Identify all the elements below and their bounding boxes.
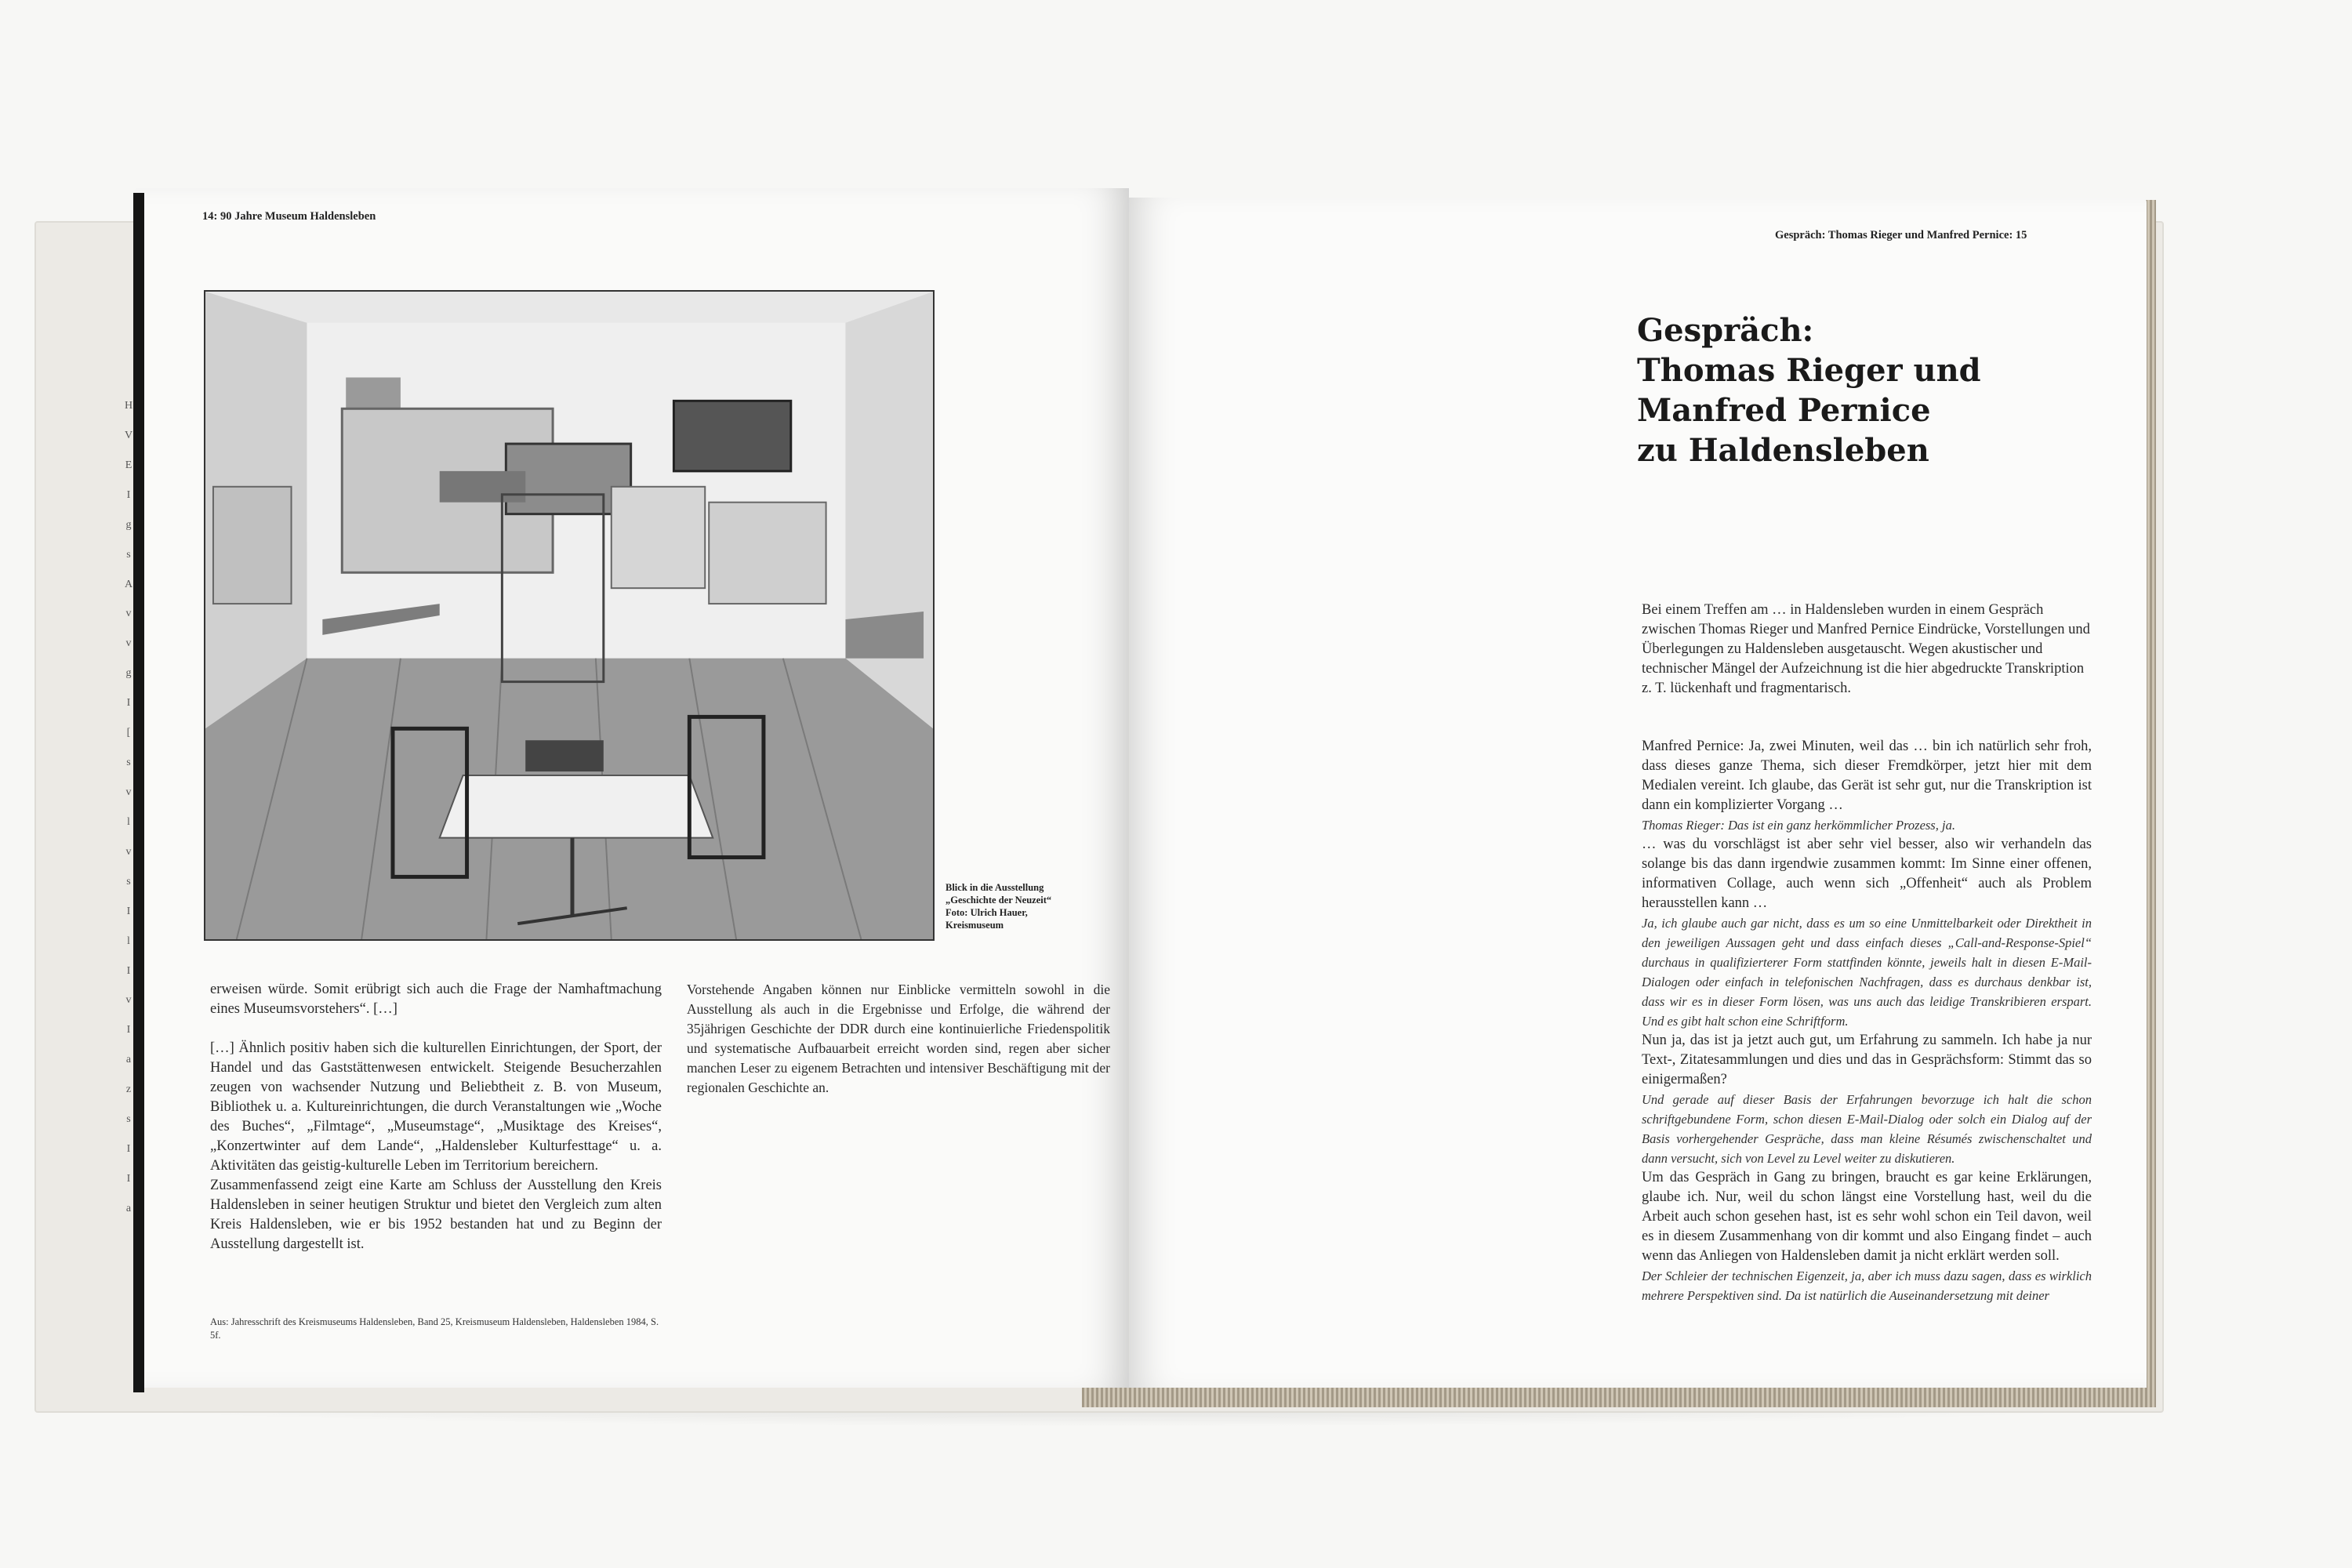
edge-letter: I — [126, 1024, 131, 1036]
dialog-line-rieger: Der Schleier der technischen Eigenzeit, ja, aber ich muss dazu sagen, dass es wirklich mehrere Perspektiven sind. Da ist natürlich die Auseinandersetzung mit deiner — [1642, 1269, 2092, 1303]
left-running-head: 14: 90 Jahre Museum Haldensleben — [202, 210, 376, 223]
title-line: Gespräch: — [1637, 312, 1814, 349]
dialog-line-pernice: Um das Gespräch in Gang zu bringen, braucht es gar keine Erklärungen, glaube ich. Nur, weil du schon längst eine Vorstellung hast, weil du die Arbeit auch schon gesehen hast, ist es sehr wohl schon ein Teil davon, weil es in diesem Zusammenhang von dir kommt und also Eingang findet – auch wenn das Anliegen von Haldensleben damit ja nicht erklärt werden soll. — [1642, 1170, 2092, 1264]
edge-letter: s — [126, 548, 131, 561]
dialog-line-pernice: Manfred Pernice: Ja, zwei Minuten, weil das … bin ich natürlich sehr froh, dass dieses ganze Thema, sich dieser Fremdkörper, jetzt hier mit dem Medialen vereint. Ich glaube, das Gerät ist sehr gut, nur die Transkription ist dann ein komplizierter Vorgang … — [1642, 739, 2092, 813]
edge-letter: a — [125, 1054, 132, 1066]
edge-letter: g — [125, 667, 132, 680]
caption-line: Kreismuseum — [946, 920, 1004, 931]
photo-caption — [946, 881, 1110, 931]
paragraph: Vorstehende Angaben können nur Einblicke vermitteln sowohl in die Ausstellung als auch in die Ergebnisse und Erfolge, die während der 35jährigen Geschichte der DDR durch eine kontinuierliche Friedenspolitik und systematische Aufbauarbeit erreicht worden sind, regen aber sicher manchen Leser zu eigenem Betrachten und intensiver Beschäftigung mit der regionalen Geschichte an. — [687, 982, 1110, 1095]
edge-letter: l — [127, 935, 130, 947]
title-line: Manfred Pernice — [1637, 392, 1931, 429]
source-note: Aus: Jahresschrift des Kreismuseums Haldensleben, Band 25, Kreismuseum Haldensleben, Haldensleben 1984, S. 5f. — [210, 1316, 659, 1341]
edge-letter: v — [125, 994, 132, 1007]
edge-letter: I — [126, 488, 131, 501]
edge-letter: I — [126, 964, 131, 977]
dialog-line-pernice: Nun ja, das ist ja jetzt auch gut, um Erfahrung zu sammeln. Ich habe ja nur Text-, Zitatesammlungen und dies und das in Gesprächsform: Stimmt das so einigermaßen? — [1642, 1033, 2092, 1087]
edge-letter: H — [124, 400, 133, 412]
edge-letter: z — [125, 1083, 132, 1096]
edge-letter: v — [125, 637, 132, 650]
edge-letter: s — [126, 875, 131, 887]
edge-letter: a — [125, 1202, 132, 1214]
edge-letter: v — [125, 786, 132, 798]
edge-letter: V — [124, 429, 133, 441]
edge-letter: I — [126, 697, 131, 710]
paragraph: erweisen würde. Somit erübrigt sich auch die Frage der Namhaftmachung eines Museumsvorstehers“. […] — [210, 982, 662, 1017]
edge-letter: A — [124, 578, 133, 590]
edge-letter: l — [127, 815, 130, 828]
paragraph: […] Ähnlich positiv haben sich die kulturellen Einrichtungen, der Sport, der Handel und das Gaststättenwesen entwickelt. Steigende Besucherzahlen zeugen von wachsender Nutzung und Beliebtheit z. B. von Museum, Bibliothek u. a. Kultureinrichtungen, die durch Veranstaltungen wie „Woche des Buches“, „Filmtage“, „Museumstage“, „Musiktage des Kreises“, „Konzertwinter auf dem Lande“, „Haldensleber Kulturfesttage“ u. a. Aktivitäten das geistig-kulturelle Leben im Territorium bereichern. — [210, 1040, 662, 1174]
edge-letter: s — [126, 1113, 131, 1126]
title-line: Thomas Rieger und — [1637, 352, 1981, 389]
edge-letter: E — [125, 459, 132, 471]
exhibition-photo — [204, 290, 935, 941]
dialog-line-rieger: Und gerade auf dieser Basis der Erfahrungen bevorzuge ich halt die schon schriftgebundene Form, schon diesen E-Mail-Dialog oder solch ein Dialog auf der Basis vorhergehender Gespräche, dass man kleine Résumés zwischenschaltet und dann versucht, sich von Level zu Level weiter zu diskutieren. — [1642, 1092, 2092, 1166]
edge-letter: I — [126, 1172, 131, 1185]
edge-letter: I — [126, 1143, 131, 1156]
left-text-column-1 — [210, 980, 662, 1254]
paragraph: Zusammenfassend zeigt eine Karte am Schluss der Ausstellung den Kreis Haldensleben in seiner heutigen Struktur und bietet den Vergleich zum alten Kreis Haldensleben, wie er bis 1952 bestanden hat und zu Beginn der Ausstellung dargestellt ist. — [210, 1178, 662, 1252]
right-running-head: Gespräch: Thomas Rieger und Manfred Pernice: 15 — [1775, 229, 2027, 241]
title-line: zu Haldensleben — [1637, 432, 1929, 469]
edge-letter: s — [126, 757, 131, 769]
dialog-line-rieger: Ja, ich glaube auch gar nicht, dass es um so eine Unmittelbarkeit oder Direktheit in den jeweiligen Aussagen geht und dass einfach dieses „Call-and-Response-Spiel“ durchaus in qualifizierterer Form stattfinden könnte, jeweils halt in diesen E-Mail-Dialogen oder einfach in telefonischen Nachfragen, dass es durchaus denkbar ist, dass wir es in dieser Form lösen, was uns auch das leidige Transkribieren erspart. Und es gibt halt schon eine Schriftform. — [1642, 916, 2092, 1029]
caption-line: Foto: Ulrich Hauer, — [946, 907, 1028, 918]
caption-line: Blick in die Ausstellung — [946, 882, 1044, 893]
intro-paragraph: Bei einem Treffen am … in Haldensleben wurden in einem Gespräch zwischen Thomas Rieger und Manfred Pernice Eindrücke, Vorstellungen und Überlegungen zu Haldensleben ausgetauscht. Wegen akustischer und technischer Mängel der Aufzeichnung ist die hier abgedruckte Transkription z. T. lückenhaft und fragmentarisch. — [1642, 602, 2090, 696]
edge-letter: v — [125, 845, 132, 858]
edge-letter: v — [125, 608, 132, 620]
edge-letter: [ — [126, 727, 131, 739]
underlying-page-edge-text — [124, 400, 133, 1215]
dialog-line-pernice: … was du vorschlägst ist aber sehr viel besser, also wir verhandeln das solange bis das dann irgendwie zusammen kommt: Im Sinne einer offenen, informativen Collage, auch wenn sich „Offenheit“ auch als Problem herausstellen kann … — [1642, 837, 2092, 911]
caption-line: „Geschichte der Neuzeit“ — [946, 895, 1052, 906]
edge-letter: I — [126, 905, 131, 917]
dialog-line-rieger: Thomas Rieger: Das ist ein ganz herkömmlicher Prozess, ja. — [1642, 818, 1955, 833]
edge-letter: g — [125, 518, 132, 531]
article-title — [1637, 310, 2076, 470]
page-edge — [133, 193, 144, 1392]
interview-dialog — [1642, 737, 2092, 1305]
left-text-column-2 — [687, 980, 1110, 1098]
